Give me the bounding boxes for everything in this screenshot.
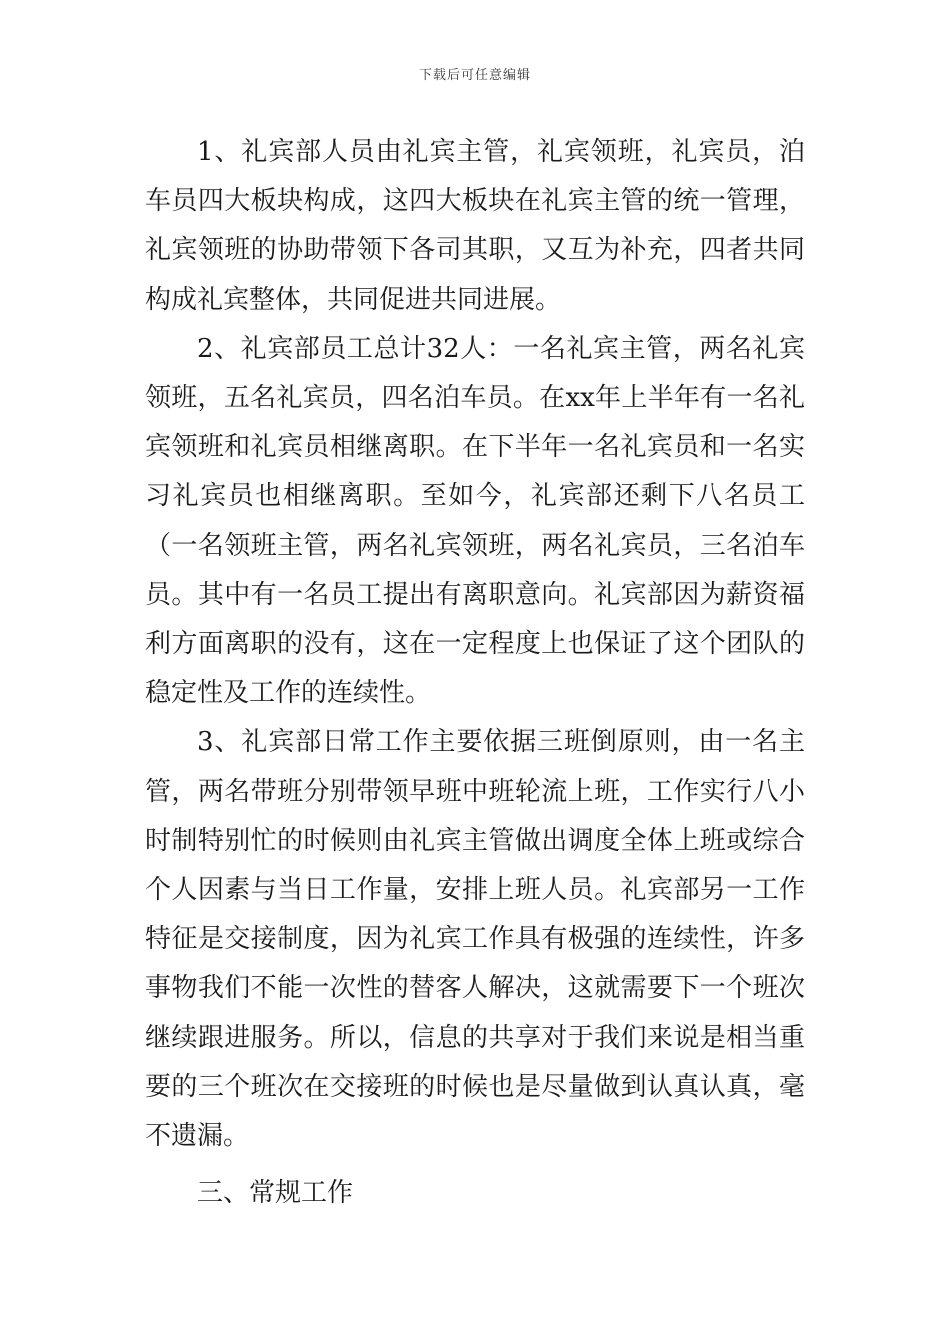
paragraph-2: 2、礼宾部员工总计32人：一名礼宾主管，两名礼宾领班，五名礼宾员，四名泊车员。在xx年上半年有一名礼宾领班和礼宾员相继离职。在下半年一名礼宾员和一名实习礼宾员也相继离职。至如今，礼宾部还剩下八名员工（一名领班主管，两名礼宾领班，两名礼宾员，三名泊车员。其中有一名员工提出有离职意向。礼宾部因为薪资福利方面离职的没有，这在一定程度上也保证了这个团队的稳定性及工作的连续性。: [145, 333, 805, 709]
page-header: 下载后可任意编辑: [418, 68, 531, 83]
section-heading: 三、常规工作: [197, 1178, 354, 1209]
paragraph-3: 3、礼宾部日常工作主要依据三班倒原则，由一名主管，两名带班分别带领早班中班轮流上班，工作实行八小时制特别忙的时候则由礼宾主管做出调度全体上班或综合个人因素与当日工作量，安排上班人员。礼宾部另一工作特征是交接制度，因为礼宾工作具有极强的连续性，许多事物我们不能一次性的替客人解决，这就需要下一个班次继续跟进服务。所以，信息的共享对于我们来说是相当重要的三个班次在交接班的时候也是尽量做到认真认真，毫不遗漏。: [145, 727, 805, 1152]
paragraph-1: 1、礼宾部人员由礼宾主管，礼宾领班，礼宾员，泊车员四大板块构成，这四大板块在礼宾主管的统一管理，礼宾领班的协助带领下各司其职，又互为补充，四者共同构成礼宾整体，共同促进共同进展。: [145, 137, 805, 315]
document-body: [145, 128, 805, 1218]
